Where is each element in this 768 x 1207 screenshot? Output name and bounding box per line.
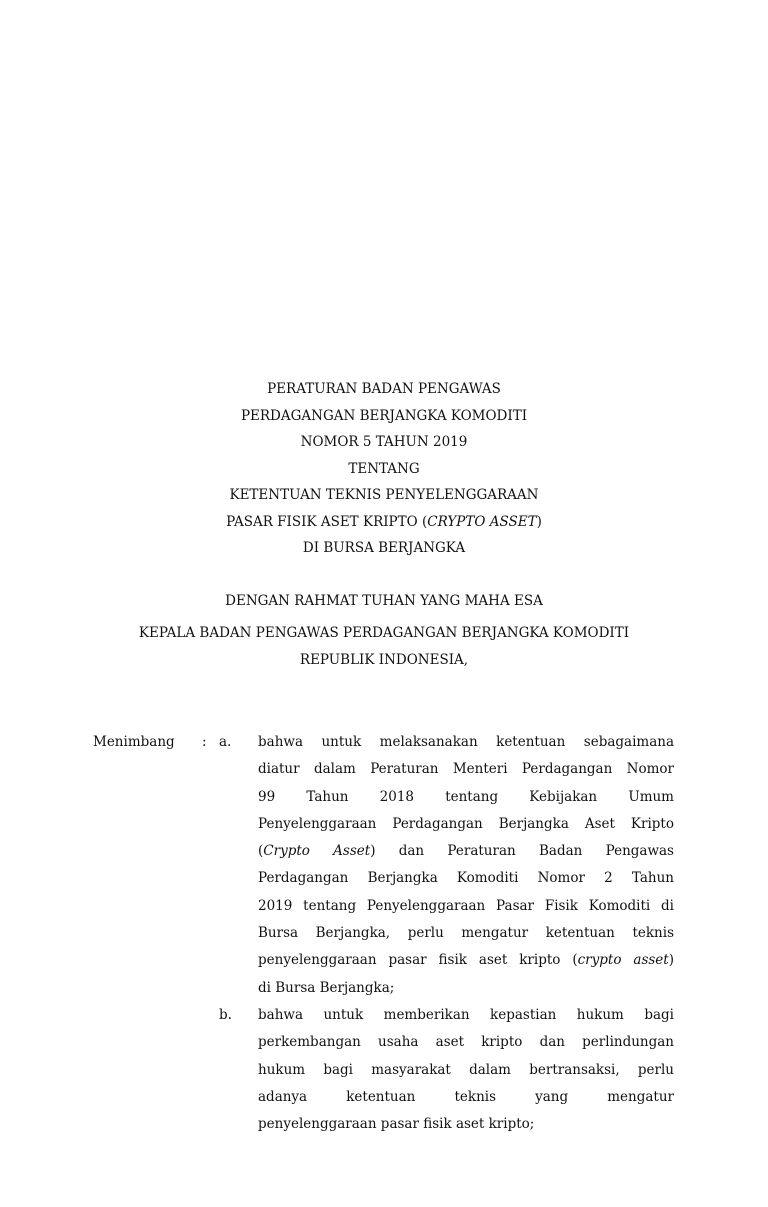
item-a-letter: a. [219,734,232,750]
item-a-line-4: Penyelenggaraan Perdagangan Berjangka Aset Kripto [258,815,674,832]
title-line-6-italic: CRYPTO ASSET [427,513,537,530]
item-a-line-1: bahwa untuk melaksanakan ketentuan sebagaimana [258,734,674,750]
item-a-line-5 [258,838,674,865]
title-line-3: NOMOR 5 TAHUN 2019 [300,434,468,450]
item-b-line-3: hukum bagi masyarakat dalam bertransaksi, perlu [258,1061,674,1078]
title-line-1: PERATURAN BADAN PENGAWAS [267,381,501,397]
item-a-line-10: di Bursa Berjangka; [258,979,395,996]
title-line-6-end: ) [536,513,542,530]
item-a-line-5-rest: ) dan Peraturan Badan Pengawas [370,843,674,860]
item-b-line-1: bahwa untuk memberikan kepastian hukum bagi [258,1007,674,1023]
title-line-5: KETENTUAN TEKNIS PENYELENGGARAAN [229,487,539,503]
item-a-line-2: diatur dalam Peraturan Menteri Perdagangan Nomor [258,761,674,778]
item-b-line-2: perkembangan usaha aset kripto dan perlindungan [258,1034,674,1051]
item-b-letter: b. [219,1007,232,1023]
menimbang-label: Menimbang [93,734,175,750]
item-a-line-9-start: penyelenggaraan pasar fisik aset kripto ( [258,952,578,969]
item-a-line-9-end: ) [668,952,674,969]
blessing-line: DENGAN RAHMAT TUHAN YANG MAHA ESA [225,593,543,609]
authority-line-1: KEPALA BADAN PENGAWAS PERDAGANGAN BERJANGKA KOMODITI [138,625,630,641]
title-line-6 [0,509,768,536]
title-line-4: TENTANG [348,460,420,477]
item-a-line-9 [258,947,674,974]
item-a-line-5-open: ( [258,843,264,860]
item-a-line-6: Perdagangan Berjangka Komoditi Nomor 2 Tahun [258,870,674,887]
item-a-line-3: 99 Tahun 2018 tentang Kebijakan Umum [258,788,674,805]
authority-line-2: REPUBLIK INDONESIA, [299,652,469,668]
item-a-line-7: 2019 tentang Penyelenggaraan Pasar Fisik Komoditi di [258,897,674,914]
item-b-line-5: penyelenggaraan pasar fisik aset kripto; [258,1116,535,1133]
item-b-text [258,1002,674,1138]
opening-block [0,588,768,674]
item-a-line-8: Bursa Berjangka, perlu mengatur ketentuan teknis [258,925,674,942]
regulation-title [0,376,768,562]
menimbang-colon: : [202,734,207,750]
item-a-line-5-italic: Crypto Asset [263,843,371,860]
title-line-6-start: PASAR FISIK ASET KRIPTO ( [226,513,428,530]
item-a-text [258,729,674,1002]
title-line-7: DI BURSA BERJANGKA [302,540,466,556]
item-a-line-9-italic: crypto asset [577,952,669,969]
title-line-2: PERDAGANGAN BERJANGKA KOMODITI [240,407,528,424]
item-b-line-4: adanya ketentuan teknis yang mengatur [258,1088,674,1105]
